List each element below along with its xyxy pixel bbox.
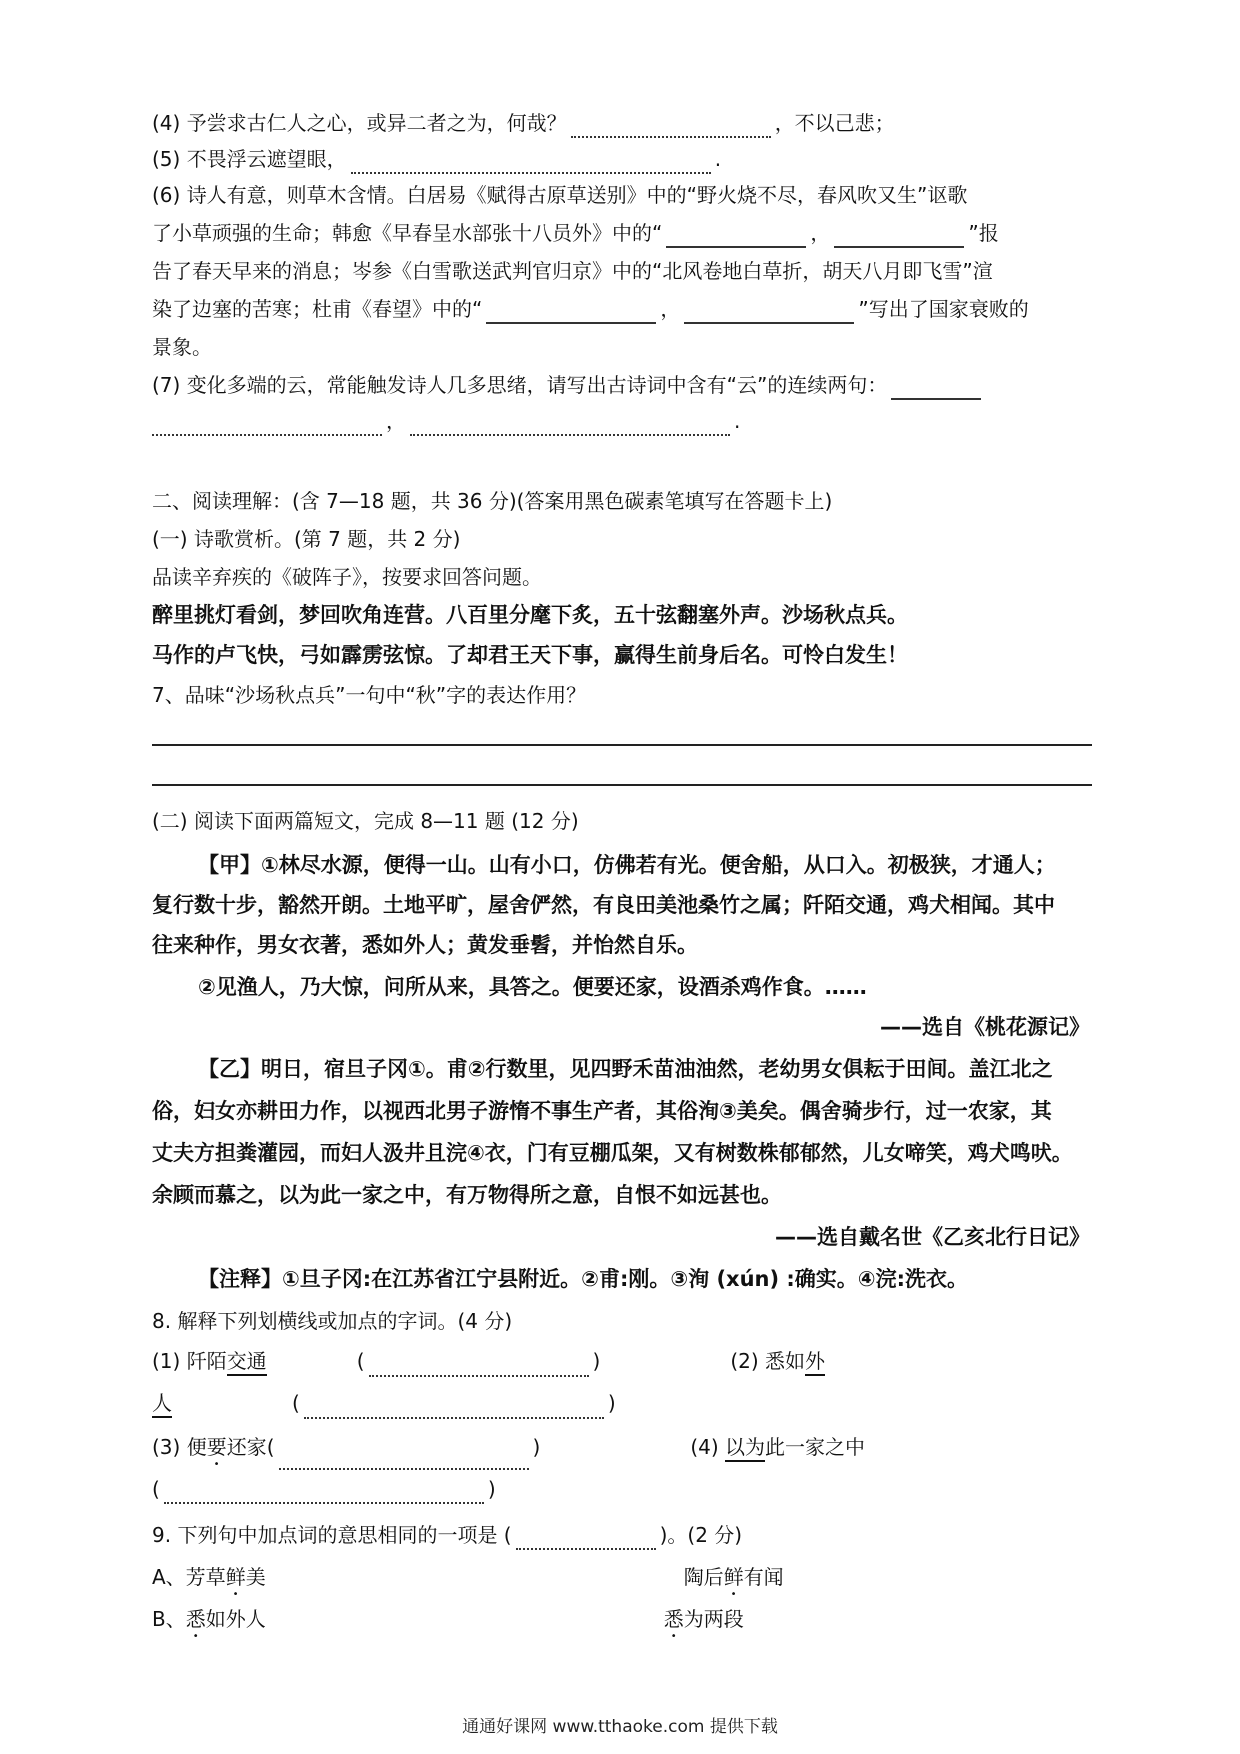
q5-text: (5) 不畏浮云遮望眼， [152, 147, 347, 171]
option-a-label: A、芳草 [152, 1565, 226, 1589]
q5-end: . [714, 147, 722, 171]
section-2-title: (二) 阅读下面两篇短文，完成 8—11 题 (12 分) [152, 809, 579, 833]
q6-line-2 [152, 218, 1102, 248]
yi-source: ——选自戴名世《乙亥北行日记》 [775, 1225, 1090, 1249]
q8-2-underlined: 外 [805, 1349, 825, 1376]
q7-text: (7) 变化多端的云，常能触发诗人几多思绪，请写出古诗词中含有“云”的连续两句： [152, 373, 888, 397]
q6-blank-1[interactable] [666, 224, 806, 248]
poem-line-2: 马作的卢飞快，弓如霹雳弦惊。了却君王天下事，赢得生前身后名。可怜白发生！ [152, 643, 908, 667]
q8-4-paren-open: ( [152, 1477, 160, 1501]
q6-comma-2: ， [660, 297, 681, 321]
q8-3-blank[interactable] [279, 1446, 529, 1470]
q8-3-paren-open: ( [266, 1435, 275, 1459]
q8-1-blank[interactable] [369, 1353, 589, 1377]
q8-3-paren-close: ) [532, 1435, 541, 1459]
q4-tail: ，不以己悲； [774, 111, 895, 135]
q8-2-underlined-2: 人 [152, 1391, 172, 1418]
q5-line [152, 144, 1102, 174]
question-8: 8. 解释下列划横线或加点的字词。(4 分) [152, 1309, 513, 1333]
q9-tail: )。(2 分) [659, 1523, 743, 1547]
q8-4-blank[interactable] [164, 1480, 484, 1504]
option-b[interactable] [152, 1604, 1102, 1642]
question-7: 7、品味“沙场秋点兵”一句中“秋”字的表达作用？ [152, 683, 587, 707]
option-a-dotted-1: 鲜 [225, 1565, 246, 1589]
q8-2-prefix: (2) 悉如 [730, 1349, 805, 1373]
jia-line-1: 【甲】①林尽水源，便得一山。山有小口，仿佛若有光。便舍船，从口入。初极狭，才通人； [198, 853, 1056, 877]
answer-line-2[interactable] [152, 784, 1092, 786]
q7-line-1 [152, 370, 1102, 400]
option-b-dotted-2: 悉 [663, 1607, 684, 1631]
q6-text-2c: ”报 [968, 221, 999, 245]
q8-2-blank[interactable] [304, 1395, 604, 1419]
q8-1-paren-open: ( [356, 1349, 365, 1373]
q9-blank[interactable] [516, 1526, 656, 1550]
q8-item-2-cont [152, 1388, 1102, 1419]
q8-item-4-cont [152, 1474, 1102, 1504]
q6-line-5: 景象。 [152, 335, 212, 359]
q4-line [152, 108, 1102, 138]
q6-line-1: (6) 诗人有意，则草木含情。白居易《赋得古原草送别》中的“野火烧不尽，春风吹又生”讴歌 [152, 183, 968, 207]
poem-line-1: 醉里挑灯看剑，梦回吹角连营。八百里分麾下炙，五十弦翻塞外声。沙场秋点兵。 [152, 603, 908, 627]
answer-line-1[interactable] [152, 744, 1092, 746]
annotation-notes: 【注释】①旦子冈:在江苏省江宁县附近。②甫:刚。③洵 (xún) :确实。④浣:洗衣。 [198, 1267, 968, 1291]
part2-heading: 二、阅读理解：(含 7—18 题，共 36 分)(答案用黑色碳素笔填写在答题卡上) [152, 489, 833, 513]
q8-4-prefix: (4) [690, 1435, 719, 1459]
option-b-text-1: 如外人 [205, 1607, 266, 1631]
q8-2-paren-open: ( [292, 1391, 300, 1415]
question-9 [152, 1520, 1102, 1550]
q6-line-4 [152, 294, 1102, 324]
q6-comma-1: ， [810, 221, 831, 245]
q8-3-dotted: 要 [206, 1435, 227, 1459]
q7-line-2 [152, 406, 1102, 436]
section-1-title: (一) 诗歌赏析。(第 7 题，共 2 分) [152, 527, 461, 551]
option-a-text-3: 有闻 [743, 1565, 784, 1589]
q4-text: (4) 予尝求古仁人之心，或异二者之为，何哉？ [152, 111, 567, 135]
q7-blank-1[interactable] [891, 376, 981, 400]
yi-line-3: 丈夫方担粪灌园，而妇人汲井且浣④衣，门有豆棚瓜架，又有树数株郁郁然，儿女啼笑，鸡犬鸣吠。 [152, 1141, 1073, 1165]
q8-4-underlined: 以为 [725, 1435, 765, 1462]
q6-text-2a: 了小草顽强的生命；韩愈《早春呈水部张十八员外》中的“ [152, 221, 663, 245]
q6-blank-2[interactable] [834, 224, 964, 248]
jia-line-2: 复行数十步，豁然开朗。土地平旷，屋舍俨然，有良田美池桑竹之属；阡陌交通，鸡犬相闻。其中 [152, 893, 1055, 917]
q8-4-paren-close: ) [487, 1477, 496, 1501]
jia-line-3: 往来种作，男女衣著，悉如外人；黄发垂髫，并怡然自乐。 [152, 933, 698, 957]
q7-end: . [734, 409, 741, 433]
q6-blank-4[interactable] [684, 300, 854, 324]
q7-blank-3[interactable] [410, 412, 730, 436]
q9-text: 9. 下列句中加点词的意思相同的一项是 ( [152, 1523, 512, 1547]
q8-3-prefix: (3) 便 [152, 1435, 207, 1459]
q7-blank-2[interactable] [152, 412, 382, 436]
option-a[interactable] [152, 1562, 1102, 1600]
q8-1-prefix: (1) 阡陌 [152, 1349, 227, 1373]
q8-4-suffix: 此一家之中 [765, 1435, 866, 1459]
q8-2-paren-close: ) [607, 1391, 616, 1415]
q8-3-suffix: 还家 [226, 1435, 267, 1459]
q8-1-paren-close: ) [592, 1349, 601, 1373]
option-b-dotted-1: 悉 [185, 1607, 206, 1631]
q4-blank[interactable] [571, 114, 771, 138]
q7-comma: ， [386, 409, 406, 433]
q8-item-3-4 [152, 1432, 1102, 1470]
option-b-label: B、 [152, 1607, 186, 1631]
yi-line-2: 俗，妇女亦耕田力作，以视西北男子游惰不事生产者，其俗洵③美矣。偶舍骑步行，过一农家，其 [152, 1099, 1052, 1123]
jia-source: ——选自《桃花源记》 [880, 1015, 1090, 1039]
jia-line-4: ②见渔人，乃大惊，问所从来，具答之。便要还家，设酒杀鸡作食。…… [198, 975, 867, 999]
q6-text-4a: 染了边塞的苦寒；杜甫《春望》中的“ [152, 297, 483, 321]
option-a-text-2: 陶后 [683, 1565, 724, 1589]
q6-blank-3[interactable] [486, 300, 656, 324]
q8-item-1-2 [152, 1346, 1102, 1377]
q6-text-4c: ”写出了国家衰败的 [858, 297, 1029, 321]
yi-line-4: 余顾而慕之，以为此一家之中，有万物得所之意，自恨不如远甚也。 [152, 1183, 782, 1207]
option-a-text-1: 美 [245, 1565, 266, 1589]
q6-line-3: 告了春天早来的消息；岑参《白雪歌送武判官归京》中的“北风卷地白草折，胡天八月即飞雪”渲 [152, 259, 993, 283]
q8-1-underlined: 交通 [227, 1349, 267, 1376]
q5-blank[interactable] [351, 150, 711, 174]
poem-intro: 品读辛弃疾的《破阵子》，按要求回答问题。 [152, 565, 542, 589]
option-a-dotted-2: 鲜 [723, 1565, 744, 1589]
yi-line-1: 【乙】明日，宿旦子冈①。甫②行数里，见四野禾苗油油然，老幼男女俱耘于田间。盖江北之 [198, 1057, 1053, 1081]
footer-credit: 通通好课网 www.tthaoke.com 提供下载 [462, 1717, 778, 1737]
option-b-text-2: 为两段 [683, 1607, 744, 1631]
